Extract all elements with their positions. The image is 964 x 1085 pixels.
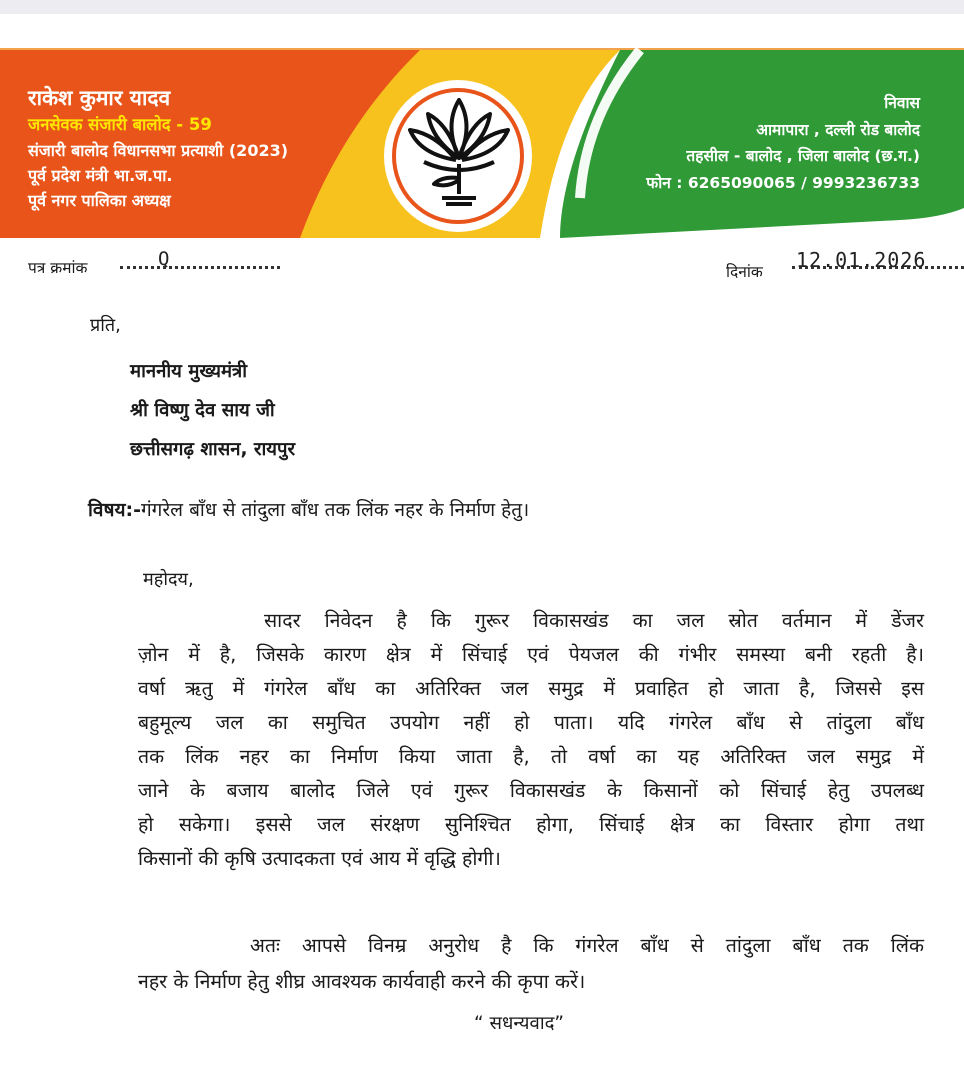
para1-line-3: वर्षा ऋतु में गंगरेल बाँध का अतिरिक्त जल समुद्र में प्रवाहित हो जाता है, जिससे इस	[138, 677, 924, 700]
date-label: दिनांक	[726, 263, 763, 281]
sender-title-3: पूर्व प्रदेश मंत्री भा.ज.पा.	[28, 166, 173, 185]
subject-label: विषय:-	[88, 499, 141, 521]
reference-number	[28, 248, 170, 278]
address-line-2: तहसील - बालोद , जिला बालोद (छ.ग.)	[686, 147, 920, 165]
reference-value: Q	[158, 248, 170, 270]
para1-line-7: हो सकेगा। इससे जल संरक्षण सुनिश्चित होगा, सिंचाई क्षेत्र का विस्तार होगा तथा	[138, 813, 924, 836]
lotus-icon	[384, 80, 534, 230]
residence-details	[646, 90, 920, 196]
recipient-line-3: छत्तीसगढ़ शासन, रायपुर	[130, 439, 296, 460]
para1-line-2: ज़ोन में है, जिसके कारण क्षेत्र में सिंचाई एवं पेयजल की गंभीर समस्या बनी रहती है।	[138, 643, 924, 666]
paragraph-1	[138, 604, 924, 876]
para1-line-8: किसानों की कृषि उत्पादकता एवं आय में वृद्धि होगी।	[138, 847, 501, 870]
recipient-line-1: माननीय मुख्यमंत्री	[130, 361, 248, 382]
sender-title-2: संजारी बालोद विधानसभा प्रत्याशी (2023)	[28, 141, 289, 160]
top-strip	[0, 0, 964, 14]
paragraph-2	[138, 928, 924, 1000]
sender-title-4: पूर्व नगर पालिका अध्यक्ष	[28, 191, 171, 210]
phone-numbers: फोन : 6265090065 / 9993236733	[646, 173, 920, 192]
para1-line-4: बहुमूल्य जल का समुचित उपयोग नहीं हो पाता। यदि गंगरेल बाँध से तांदुला बाँध	[138, 711, 924, 734]
para2-line-2: नहर के निर्माण हेतु शीघ्र आवश्यक कार्यवाही करने की कृपा करें।	[138, 970, 586, 993]
to-label: प्रति,	[90, 315, 121, 336]
address-line-1: आमापारा , दल्ली रोड बालोद	[756, 120, 920, 139]
para1-line-6: जाने के बजाय बालोद जिले एवं गुरूर विकासखंड के किसानों को सिंचाई हेतु उपलब्ध	[138, 779, 924, 802]
para1-line-1: सादर निवेदन है कि गुरूर विकासखंड का जल स्रोत वर्तमान में डेंजर	[264, 609, 924, 632]
salutation: महोदय,	[143, 569, 194, 590]
subject-text: गंगरेल बाँध से तांदुला बाँध तक लिंक नहर के निर्माण हेतु।	[140, 499, 530, 521]
sender-name: राकेश कुमार यादव	[28, 86, 171, 110]
date-value: 12.01.2026	[796, 248, 927, 272]
para1-line-5: तक लिंक नहर का निर्माण किया जाता है, तो वर्षा का यह अतिरिक्त जल समुद्र में	[138, 745, 924, 768]
sender-details	[28, 84, 288, 213]
reference-label: पत्र क्रमांक	[28, 259, 88, 277]
recipient-line-2: श्री विष्णु देव साय जी	[130, 400, 275, 421]
letter-date	[726, 248, 927, 282]
subject-line	[88, 496, 529, 522]
recipient-block	[130, 352, 295, 469]
closing: “ सधन्यवाद”	[474, 1013, 565, 1034]
sender-title-1: जनसेवक संजारी बालोद - 59	[28, 115, 212, 134]
para2-line-1: अतः आपसे विनम्र अनुरोध है कि गंगरेल बाँध से तांदुला बाँध तक लिंक	[250, 934, 924, 957]
reference-dotted-line	[120, 266, 280, 269]
residence-label: निवास	[884, 94, 920, 112]
